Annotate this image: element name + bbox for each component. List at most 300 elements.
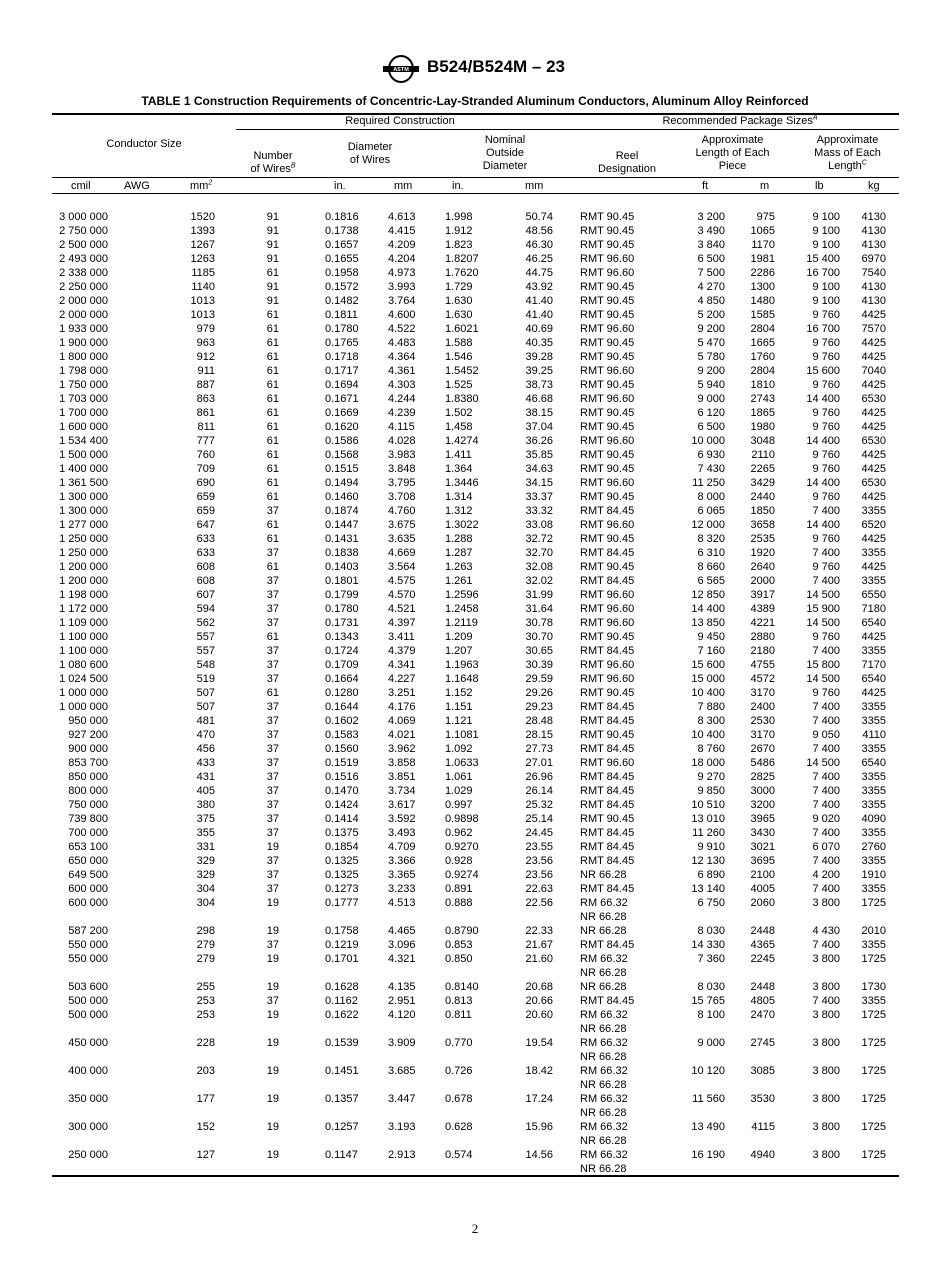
unit-lb: lb <box>815 180 824 192</box>
cell-od-mm: 29.23 <box>525 701 553 713</box>
cell-wires: 91 <box>266 225 279 237</box>
unit-od-in: in. <box>452 180 464 192</box>
cell-reel: RMT 96.60 <box>580 267 635 279</box>
cell-mm2: 456 <box>196 743 215 755</box>
cell-mm2: 811 <box>197 421 215 433</box>
cell-lb: 7 400 <box>812 547 840 559</box>
cell-dia-in: 0.1628 <box>325 981 359 993</box>
cell-kg: 1910 <box>861 869 886 881</box>
cell-dia-mm: 4.176 <box>388 701 416 713</box>
cell-od-in: 0.628 <box>445 1121 473 1133</box>
cell-mm2: 557 <box>196 645 215 657</box>
cell-lb: 7 400 <box>812 701 840 713</box>
cell-m: 2265 <box>750 463 775 475</box>
cell-wires: 37 <box>266 617 279 629</box>
cell-lb: 9 760 <box>812 631 840 643</box>
cell-dia-in: 0.1539 <box>325 1037 359 1049</box>
cell-od-mm: 14.56 <box>525 1149 553 1161</box>
cell-ft: 6 065 <box>697 505 725 517</box>
cell-od-in: 0.770 <box>445 1037 473 1049</box>
cell-kg: 3355 <box>861 715 886 727</box>
cell-m: 1810 <box>750 379 775 391</box>
cell-od-mm: 39.25 <box>525 365 553 377</box>
cell-wires: 37 <box>266 715 279 727</box>
table-row <box>0 672 950 686</box>
cell-mm2: 979 <box>196 323 215 335</box>
cell-dia-mm: 4.483 <box>388 337 416 349</box>
cell-reel: RMT 84.45 <box>580 575 635 587</box>
cell-cmil: 550 000 <box>68 953 108 965</box>
cell-dia-mm: 4.415 <box>388 225 416 237</box>
cell-lb: 9 760 <box>812 687 840 699</box>
cell-lb: 4 200 <box>812 869 840 881</box>
cell-reel: RMT 90.45 <box>580 729 635 741</box>
cell-dia-in: 0.1431 <box>325 533 359 545</box>
cell-m: 2110 <box>751 449 775 461</box>
table-row <box>0 238 950 252</box>
header-required-construction: Required Construction <box>345 115 455 127</box>
table-title: TABLE 1 Construction Requirements of Concentric-Lay-Stranded Aluminum Conductors, Aluminum Alloy Reinforced <box>141 94 809 108</box>
cell-lb: 7 400 <box>812 771 840 783</box>
cell-od-mm: 15.96 <box>525 1121 553 1133</box>
cell-dia-in: 0.1219 <box>325 939 359 951</box>
header-diameter-of-wires: Diameter of Wires <box>347 141 393 166</box>
cell-reel: RMT 90.45 <box>580 449 635 461</box>
cell-kg: 4425 <box>861 421 886 433</box>
cell-cmil: 2 000 000 <box>59 309 108 321</box>
cell-ft: 10 000 <box>691 435 725 447</box>
header-nominal-outside-diameter: Nominal Outside Diameter <box>482 134 528 172</box>
table-row <box>0 924 950 938</box>
cell-cmil: 850 000 <box>68 771 108 783</box>
cell-dia-in: 0.1403 <box>325 561 359 573</box>
cell-od-mm: 38.15 <box>525 407 553 419</box>
cell-wires: 37 <box>266 883 279 895</box>
cell-mm2: 709 <box>196 463 215 475</box>
cell-wires: 61 <box>266 631 279 643</box>
cell-mm2: 279 <box>196 939 215 951</box>
cell-reel: RMT 84.45 <box>580 855 635 867</box>
cell-wires: 61 <box>266 561 279 573</box>
cell-lb: 7 400 <box>812 715 840 727</box>
cell-kg: 3355 <box>861 785 886 797</box>
cell-m: 2060 <box>750 897 775 909</box>
cell-dia-mm: 3.795 <box>388 477 416 489</box>
cell-ft: 8 030 <box>697 981 725 993</box>
cell-dia-mm: 4.760 <box>388 505 416 517</box>
cell-kg: 3355 <box>861 799 886 811</box>
cell-dia-in: 0.1780 <box>325 323 359 335</box>
cell-kg: 2760 <box>861 841 886 853</box>
cell-reel: RMT 90.45 <box>580 561 635 573</box>
cell-dia-in: 0.1854 <box>325 841 359 853</box>
cell-lb: 14 500 <box>806 617 840 629</box>
cell-kg: 4425 <box>861 337 886 349</box>
cell-cmil: 650 000 <box>68 855 108 867</box>
cell-dia-mm: 4.115 <box>388 421 415 433</box>
cell-kg: 1730 <box>861 981 886 993</box>
cell-od-mm: 22.63 <box>525 883 553 895</box>
cell-reel-alt: NR 66.28 <box>580 1107 627 1119</box>
cell-cmil: 1 250 000 <box>59 547 108 559</box>
table-row <box>0 616 950 630</box>
cell-lb: 16 700 <box>806 267 840 279</box>
cell-ft: 10 120 <box>691 1065 725 1077</box>
cell-dia-mm: 3.233 <box>388 883 416 895</box>
cell-od-mm: 31.64 <box>525 603 553 615</box>
cell-od-in: 0.813 <box>445 995 473 1007</box>
cell-dia-in: 0.1343 <box>325 631 359 643</box>
cell-kg: 6540 <box>861 673 886 685</box>
cell-od-in: 1.029 <box>445 785 473 797</box>
cell-wires: 19 <box>266 1037 279 1049</box>
cell-reel: RM 66.32 <box>580 897 628 909</box>
cell-dia-mm: 3.993 <box>388 281 416 293</box>
cell-m: 4115 <box>751 1121 775 1133</box>
cell-od-in: 1.1081 <box>445 729 479 741</box>
cell-od-in: 1.630 <box>445 309 473 321</box>
cell-lb: 7 400 <box>812 995 840 1007</box>
cell-od-mm: 30.65 <box>525 645 553 657</box>
cell-dia-in: 0.1414 <box>325 813 359 825</box>
cell-ft: 3 200 <box>697 211 725 223</box>
cell-mm2: 911 <box>197 365 215 377</box>
cell-reel: RMT 90.45 <box>580 533 635 545</box>
cell-kg: 4425 <box>861 533 886 545</box>
cell-ft: 8 660 <box>697 561 725 573</box>
cell-lb: 9 760 <box>812 421 840 433</box>
cell-m: 2670 <box>750 743 775 755</box>
cell-dia-mm: 4.600 <box>388 309 416 321</box>
cell-reel: RMT 90.45 <box>580 309 635 321</box>
cell-cmil: 503 600 <box>68 981 108 993</box>
cell-mm2: 562 <box>196 617 215 629</box>
cell-od-mm: 46.25 <box>525 253 553 265</box>
cell-od-in: 1.2119 <box>445 617 478 629</box>
cell-od-mm: 23.55 <box>525 841 553 853</box>
cell-dia-mm: 3.564 <box>388 561 416 573</box>
cell-m: 3170 <box>750 687 775 699</box>
cell-wires: 61 <box>266 435 279 447</box>
cell-od-in: 1.458 <box>445 421 473 433</box>
cell-od-mm: 34.15 <box>525 477 553 489</box>
cell-kg: 6520 <box>861 519 886 531</box>
cell-reel: RMT 90.45 <box>580 813 635 825</box>
cell-reel: RMT 90.45 <box>580 281 635 293</box>
cell-m: 2640 <box>750 561 775 573</box>
cell-cmil: 450 000 <box>68 1037 108 1049</box>
cell-kg: 4130 <box>861 211 886 223</box>
table-row <box>0 700 950 714</box>
unit-wire-in: in. <box>334 180 346 192</box>
cell-wires: 61 <box>266 533 279 545</box>
cell-dia-mm: 4.709 <box>388 841 416 853</box>
cell-kg: 4130 <box>861 295 886 307</box>
cell-mm2: 431 <box>196 771 215 783</box>
cell-mm2: 863 <box>196 393 215 405</box>
cell-m: 3430 <box>750 827 775 839</box>
cell-dia-mm: 2.951 <box>388 995 416 1007</box>
cell-dia-mm: 3.848 <box>388 463 416 475</box>
cell-lb: 3 800 <box>812 1093 840 1105</box>
cell-od-mm: 29.26 <box>525 687 553 699</box>
cell-ft: 14 330 <box>691 939 725 951</box>
cell-ft: 6 890 <box>697 869 725 881</box>
cell-cmil: 500 000 <box>68 1009 108 1021</box>
cell-m: 1850 <box>750 505 775 517</box>
cell-m: 2000 <box>750 575 775 587</box>
cell-mm2: 405 <box>196 785 215 797</box>
cell-dia-mm: 3.592 <box>388 813 416 825</box>
cell-lb: 9 760 <box>812 561 840 573</box>
cell-dia-in: 0.1147 <box>325 1149 358 1161</box>
cell-mm2: 304 <box>196 883 215 895</box>
cell-kg: 3355 <box>861 505 886 517</box>
cell-reel: RMT 90.45 <box>580 211 635 223</box>
table-row <box>0 518 950 532</box>
cell-m: 2245 <box>750 953 775 965</box>
cell-ft: 5 200 <box>697 309 725 321</box>
cell-dia-mm: 3.909 <box>388 1037 416 1049</box>
cell-mm2: 861 <box>196 407 215 419</box>
cell-dia-in: 0.1799 <box>325 589 359 601</box>
cell-dia-mm: 4.364 <box>388 351 416 363</box>
cell-mm2: 659 <box>196 491 215 503</box>
cell-lb: 15 900 <box>806 603 840 615</box>
cell-wires: 37 <box>266 813 279 825</box>
cell-dia-in: 0.1664 <box>325 673 359 685</box>
cell-wires: 37 <box>266 743 279 755</box>
cell-od-mm: 46.68 <box>525 393 553 405</box>
cell-m: 2530 <box>750 715 775 727</box>
table-row <box>0 434 950 448</box>
cell-dia-mm: 3.193 <box>388 1121 416 1133</box>
cell-cmil: 1 703 000 <box>59 393 108 405</box>
cell-cmil: 1 933 000 <box>59 323 108 335</box>
cell-kg: 4130 <box>861 281 886 293</box>
cell-wires: 37 <box>266 869 279 881</box>
cell-wires: 37 <box>266 701 279 713</box>
cell-dia-mm: 4.321 <box>388 953 416 965</box>
cell-reel: RMT 90.45 <box>580 351 635 363</box>
cell-mm2: 507 <box>196 701 215 713</box>
cell-od-mm: 24.45 <box>525 827 553 839</box>
cell-cmil: 750 000 <box>68 799 108 811</box>
cell-od-mm: 26.96 <box>525 771 553 783</box>
table-row <box>0 826 950 840</box>
cell-mm2: 127 <box>196 1149 215 1161</box>
cell-cmil: 1 000 000 <box>59 687 108 699</box>
cell-ft: 9 450 <box>697 631 725 643</box>
cell-od-mm: 32.02 <box>525 575 553 587</box>
cell-mm2: 1140 <box>191 281 215 293</box>
cell-od-mm: 27.73 <box>525 743 553 755</box>
cell-wires: 37 <box>266 659 279 671</box>
cell-mm2: 1520 <box>190 211 215 223</box>
cell-ft: 15 600 <box>691 659 725 671</box>
cell-od-mm: 40.69 <box>525 323 553 335</box>
table-row <box>0 560 950 574</box>
unit-kg: kg <box>868 180 880 192</box>
unit-wire-mm: mm <box>394 180 413 192</box>
cell-m: 2286 <box>750 267 775 279</box>
cell-lb: 7 400 <box>812 505 840 517</box>
cell-ft: 11 250 <box>692 477 725 489</box>
cell-m: 2743 <box>750 393 775 405</box>
cell-wires: 61 <box>266 477 279 489</box>
cell-reel: RMT 96.60 <box>580 365 635 377</box>
cell-reel: RMT 84.45 <box>580 645 635 657</box>
cell-dia-mm: 2.913 <box>388 1149 416 1161</box>
cell-mm2: 152 <box>196 1121 215 1133</box>
cell-dia-mm: 4.204 <box>388 253 416 265</box>
cell-lb: 9 100 <box>812 239 840 251</box>
cell-od-in: 1.8207 <box>445 253 479 265</box>
cell-mm2: 380 <box>196 799 215 811</box>
cell-dia-mm: 4.669 <box>388 547 416 559</box>
cell-wires: 37 <box>266 799 279 811</box>
cell-cmil: 550 000 <box>68 939 108 951</box>
cell-reel: RMT 96.60 <box>580 617 635 629</box>
cell-reel: RMT 84.45 <box>580 827 635 839</box>
cell-mm2: 228 <box>196 1037 215 1049</box>
cell-m: 1980 <box>750 421 775 433</box>
cell-kg: 3355 <box>861 855 886 867</box>
cell-cmil: 300 000 <box>68 1121 108 1133</box>
cell-wires: 61 <box>266 463 279 475</box>
cell-kg: 3355 <box>861 575 886 587</box>
cell-ft: 9 200 <box>697 323 725 335</box>
cell-kg: 4425 <box>861 561 886 573</box>
cell-lb: 7 400 <box>812 827 840 839</box>
cell-dia-in: 0.1325 <box>325 855 359 867</box>
cell-reel: NR 66.28 <box>580 869 627 881</box>
cell-od-mm: 35.85 <box>525 449 553 461</box>
cell-mm2: 375 <box>196 813 215 825</box>
cell-od-mm: 46.30 <box>525 239 553 251</box>
cell-cmil: 400 000 <box>68 1065 108 1077</box>
cell-mm2: 963 <box>196 337 215 349</box>
cell-kg: 1725 <box>861 953 886 965</box>
table-row <box>0 602 950 616</box>
cell-ft: 9 910 <box>697 841 725 853</box>
header-bottom-rule <box>52 193 899 194</box>
cell-lb: 3 800 <box>812 1149 840 1161</box>
cell-od-mm: 20.60 <box>525 1009 553 1021</box>
cell-od-mm: 19.54 <box>525 1037 553 1049</box>
cell-kg: 7570 <box>861 323 886 335</box>
cell-wires: 37 <box>266 855 279 867</box>
cell-cmil: 2 250 000 <box>59 281 108 293</box>
cell-dia-in: 0.1701 <box>325 953 359 965</box>
cell-mm2: 608 <box>196 561 215 573</box>
cell-dia-in: 0.1470 <box>325 785 359 797</box>
cell-m: 2470 <box>750 1009 775 1021</box>
cell-mm2: 177 <box>196 1093 215 1105</box>
cell-od-in: 1.2596 <box>445 589 479 601</box>
construction-group-rule <box>236 129 899 130</box>
cell-reel: RMT 90.45 <box>580 491 635 503</box>
cell-cmil: 1 300 000 <box>59 491 108 503</box>
cell-reel: RMT 84.45 <box>580 841 635 853</box>
cell-m: 2804 <box>750 365 775 377</box>
cell-mm2: 1393 <box>190 225 215 237</box>
cell-dia-in: 0.1273 <box>325 883 359 895</box>
cell-od-in: 1.152 <box>445 687 473 699</box>
cell-reel: RMT 90.45 <box>580 407 635 419</box>
table-row <box>0 630 950 644</box>
cell-mm2: 633 <box>196 547 215 559</box>
cell-dia-mm: 3.447 <box>388 1093 416 1105</box>
cell-mm2: 519 <box>196 673 215 685</box>
cell-cmil: 649 500 <box>68 869 108 881</box>
cell-mm2: 594 <box>196 603 215 615</box>
cell-ft: 7 160 <box>697 645 725 657</box>
cell-dia-in: 0.1731 <box>325 617 359 629</box>
cell-lb: 7 400 <box>812 855 840 867</box>
cell-od-in: 0.726 <box>445 1065 473 1077</box>
cell-wires: 37 <box>266 757 279 769</box>
cell-od-mm: 31.99 <box>525 589 553 601</box>
table-row <box>0 994 950 1008</box>
cell-mm2: 607 <box>196 589 215 601</box>
cell-kg: 4425 <box>861 463 886 475</box>
table-row <box>0 896 950 924</box>
table-row <box>0 756 950 770</box>
cell-kg: 4425 <box>861 631 886 643</box>
cell-lb: 3 800 <box>812 953 840 965</box>
table-row <box>0 476 950 490</box>
cell-od-mm: 22.56 <box>525 897 553 909</box>
cell-m: 1170 <box>751 239 775 251</box>
cell-wires: 37 <box>266 939 279 951</box>
cell-od-in: 0.9898 <box>445 813 479 825</box>
cell-wires: 61 <box>266 379 279 391</box>
table-body <box>0 210 950 1176</box>
cell-dia-in: 0.1801 <box>325 575 359 587</box>
cell-dia-mm: 3.708 <box>388 491 416 503</box>
cell-kg: 3355 <box>861 883 886 895</box>
cell-wires: 61 <box>266 309 279 321</box>
cell-dia-in: 0.1162 <box>325 995 358 1007</box>
cell-ft: 18 000 <box>691 757 725 769</box>
cell-od-in: 1.207 <box>445 645 473 657</box>
cell-reel: RMT 90.45 <box>580 687 635 699</box>
header-reel-designation: Reel Designation <box>597 150 657 175</box>
cell-dia-mm: 4.069 <box>388 715 416 727</box>
cell-od-mm: 28.15 <box>525 729 553 741</box>
cell-od-mm: 22.33 <box>525 925 553 937</box>
cell-dia-in: 0.1816 <box>325 211 359 223</box>
cell-wires: 37 <box>266 505 279 517</box>
cell-cmil: 1 100 000 <box>59 631 108 643</box>
table-row <box>0 728 950 742</box>
cell-m: 4805 <box>750 995 775 1007</box>
cell-wires: 19 <box>266 953 279 965</box>
cell-od-in: 1.288 <box>445 533 473 545</box>
cell-od-in: 0.928 <box>445 855 473 867</box>
cell-mm2: 777 <box>196 435 215 447</box>
cell-reel: RM 66.32 <box>580 953 628 965</box>
cell-od-mm: 32.72 <box>525 533 553 545</box>
cell-dia-in: 0.1257 <box>325 1121 359 1133</box>
cell-ft: 9 200 <box>697 365 725 377</box>
cell-dia-mm: 3.675 <box>388 519 416 531</box>
cell-mm2: 608 <box>196 575 215 587</box>
cell-kg: 1725 <box>861 897 886 909</box>
cell-od-in: 1.3446 <box>445 477 479 489</box>
cell-wires: 61 <box>266 323 279 335</box>
